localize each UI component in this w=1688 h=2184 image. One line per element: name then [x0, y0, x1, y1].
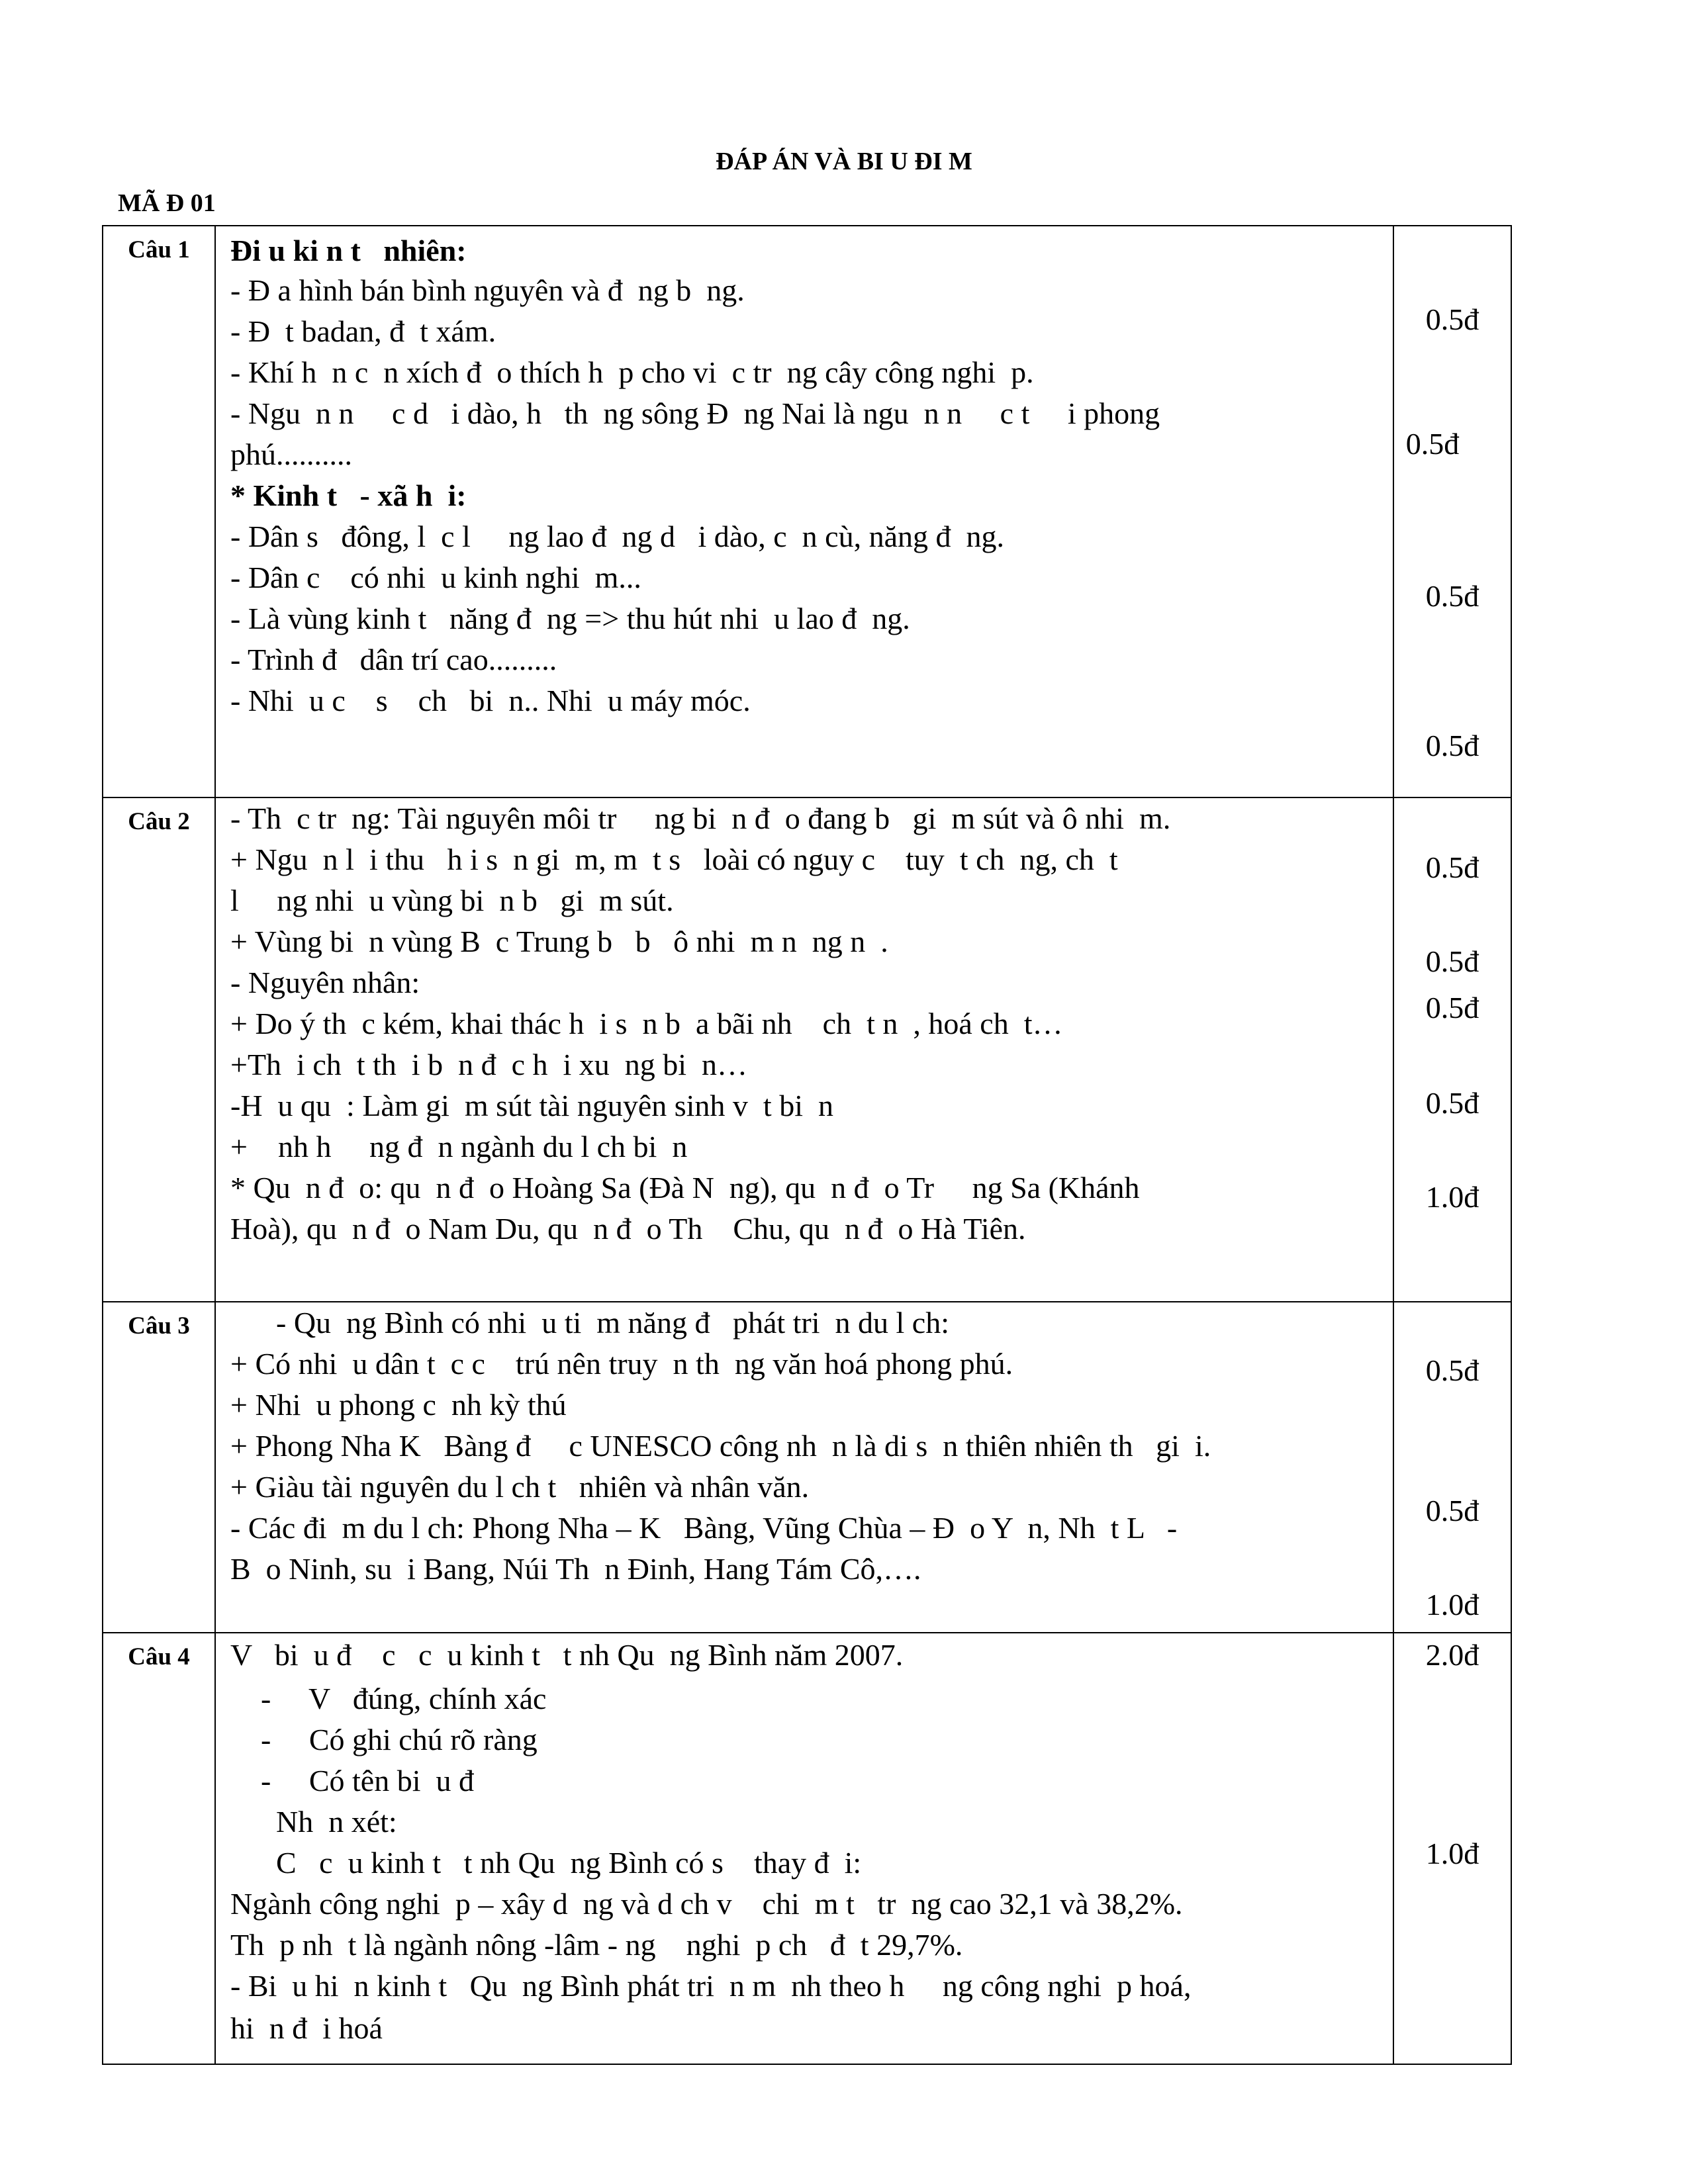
question-row-4	[103, 1633, 1511, 2064]
question-label-cell	[103, 226, 215, 797]
answer-line: + nh h ng đ n ngành du l ch bi n	[230, 1130, 688, 1163]
answer-line: + Do ý th c kém, khai thác h i s n b a bãi nh ch t n , hoá ch t…	[230, 1007, 1063, 1040]
answer-line: - Trình đ dân trí cao.........	[230, 643, 557, 676]
answer-line: - Nguyên nhân:	[230, 966, 420, 999]
score-value: 0.5đ	[1425, 579, 1479, 613]
answer-line: - Có ghi chú rõ ràng	[230, 1723, 538, 1756]
question-label-cell	[103, 797, 215, 1302]
answer-line: + Có nhi u dân t c c trú nên truy n th ng văn hoá phong phú.	[230, 1347, 1013, 1381]
score-value: 0.5đ	[1425, 729, 1479, 762]
score-value: 0.5đ	[1425, 991, 1479, 1024]
answer-content	[216, 798, 1393, 1300]
answer-line: Đi u ki n t nhiên:	[230, 234, 467, 267]
answer-content	[216, 1633, 1393, 2062]
answer-line: - Là vùng kinh t năng đ ng => thu hút nhi u lao đ ng.	[230, 602, 910, 635]
answer-line: - Nhi u c s ch bi n.. Nhi u máy móc.	[230, 684, 751, 717]
score-value: 0.5đ	[1425, 302, 1479, 336]
answer-content	[216, 1302, 1393, 1631]
answer-line: - Qu ng Bình có nhi u ti m năng đ phát tri n du l ch:	[230, 1306, 950, 1340]
answer-content-cell	[215, 226, 1393, 797]
score-cell	[1393, 1633, 1511, 2064]
answer-line: - Dân s đông, l c l ng lao đ ng d i dào, c n cù, năng đ ng.	[230, 520, 1004, 553]
answer-line: + Ngu n l i thu h i s n gi m, m t s loài có nguy c tuy t ch ng, ch t	[230, 842, 1118, 876]
score-value: 1.0đ	[1425, 1180, 1479, 1214]
answer-content-cell	[215, 1302, 1393, 1633]
answer-line: C c u kinh t t nh Qu ng Bình có s thay đ i:	[230, 1846, 862, 1880]
exam-code: MÃ Đ 01	[118, 189, 216, 217]
answer-line: - Bi u hi n kinh t Qu ng Bình phát tri n m nh theo h ng công nghi p hoá,	[230, 1969, 1192, 2003]
answer-line: - Ngu n n c d i dào, h th ng sông Đ ng Nai là ngu n n c t i phong	[230, 396, 1160, 430]
answer-line: - Các đi m du l ch: Phong Nha – K Bàng, Vũng Chùa – Đ o Y n, Nh t L -	[230, 1511, 1178, 1545]
answer-line: phú..........	[230, 437, 352, 471]
score-value: 0.5đ	[1405, 427, 1460, 461]
score-cell	[1393, 1302, 1511, 1633]
answer-line: -H u qu : Làm gi m sút tài nguyên sinh v t bi n	[230, 1089, 833, 1122]
question-label-cell	[103, 1302, 215, 1633]
answer-line: - Th c tr ng: Tài nguyên môi tr ng bi n đ o đang b gi m sút và ô nhi m.	[230, 801, 1171, 835]
document-title: ĐÁP ÁN VÀ BI U ĐI M	[716, 148, 972, 175]
answer-line: * Qu n đ o: qu n đ o Hoàng Sa (Đà N ng), qu n đ o Tr ng Sa (Khánh	[230, 1171, 1140, 1205]
answer-line: - Khí h n c n xích đ o thích h p cho vi c tr ng cây công nghi p.	[230, 355, 1034, 389]
score-value: 0.5đ	[1425, 1494, 1479, 1527]
answer-line: - Đ t badan, đ t xám.	[230, 314, 496, 348]
score-value: 0.5đ	[1425, 1353, 1479, 1387]
question-label: Câu 3	[128, 1312, 190, 1340]
score-value: 0.5đ	[1425, 944, 1479, 978]
question-row-2	[103, 797, 1511, 1302]
score-value: 0.5đ	[1425, 850, 1479, 884]
answer-line: hi n đ i hoá	[230, 2011, 383, 2045]
score-cell	[1393, 226, 1511, 797]
answer-content-cell	[215, 1633, 1393, 2064]
score-value: 2.0đ	[1425, 1638, 1479, 1672]
question-label-cell	[103, 1633, 215, 2064]
answer-line: Ngành công nghi p – xây d ng và d ch v chi m t tr ng cao 32,1 và 38,2%.	[230, 1887, 1183, 1921]
answer-line: +Th i ch t th i b n đ c h i xu ng bi n…	[230, 1048, 748, 1081]
answer-line: + Phong Nha K Bàng đ c UNESCO công nh n là di s n thiên nhiên th gi i.	[230, 1429, 1211, 1463]
score-value: 0.5đ	[1425, 1086, 1479, 1120]
answer-line: Nh n xét:	[230, 1805, 397, 1839]
answer-line: + Vùng bi n vùng B c Trung b b ô nhi m n ng n .	[230, 925, 888, 958]
answer-table	[102, 225, 1512, 2065]
answer-line: + Nhi u phong c nh kỳ thú	[230, 1388, 567, 1422]
score-cell	[1393, 797, 1511, 1302]
answer-line: - Đ a hình bán bình nguyên và đ ng b ng.	[230, 273, 745, 307]
score-value: 1.0đ	[1425, 1837, 1479, 1870]
answer-line: - Dân c có nhi u kinh nghi m...	[230, 561, 641, 594]
answer-line: l ng nhi u vùng bi n b gi m sút.	[230, 884, 674, 917]
question-label: Câu 1	[128, 236, 190, 263]
question-row-1	[103, 226, 1511, 797]
answer-content	[216, 226, 1393, 796]
question-label: Câu 4	[128, 1643, 190, 1670]
question-row-3	[103, 1302, 1511, 1633]
answer-line: B o Ninh, su i Bang, Núi Th n Đinh, Hang Tám Cô,….	[230, 1552, 921, 1586]
answer-line: * Kinh t - xã h i:	[230, 478, 467, 512]
answer-line: - Có tên bi u đ	[230, 1764, 474, 1797]
question-label: Câu 2	[128, 808, 190, 835]
answer-line: Hoà), qu n đ o Nam Du, qu n đ o Th Chu, qu n đ o Hà Tiên.	[230, 1212, 1026, 1246]
answer-line: Th p nh t là ngành nông -lâm - ng nghi p ch đ t 29,7%.	[230, 1928, 963, 1962]
answer-line: - V đúng, chính xác	[230, 1682, 547, 1715]
answer-content-cell	[215, 797, 1393, 1302]
score-value: 1.0đ	[1425, 1588, 1479, 1621]
answer-line: + Giàu tài nguyên du l ch t nhiên và nhân văn.	[230, 1470, 810, 1504]
answer-line: V bi u đ c c u kinh t t nh Qu ng Bình năm 2007.	[230, 1638, 904, 1672]
